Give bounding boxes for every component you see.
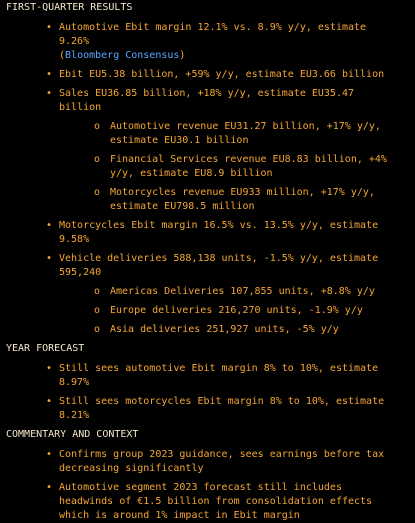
list-item-text: Sales EU36.85 billion, +18% y/y, estimate EU35.47 billion bbox=[59, 88, 355, 113]
list-item bbox=[6, 395, 415, 423]
list-item bbox=[6, 68, 415, 82]
bullet-list bbox=[6, 21, 415, 337]
sub-list-item-text: Europe deliveries 216,270 units, -1.9% y/y bbox=[110, 305, 363, 316]
sub-list-item bbox=[6, 323, 415, 337]
bullet-icon: • bbox=[46, 363, 53, 374]
sub-list-item bbox=[6, 153, 415, 181]
bullet-icon: • bbox=[46, 22, 53, 33]
list-item bbox=[6, 252, 415, 337]
bullet-icon: • bbox=[46, 88, 53, 99]
list-item-text bbox=[59, 21, 399, 63]
bullet-icon: • bbox=[46, 449, 53, 460]
sub-bullet-icon: o bbox=[94, 187, 101, 198]
sub-list-item-text: Americas Deliveries 107,855 units, +8.8% y/y bbox=[110, 286, 375, 297]
section-heading: FIRST-QUARTER RESULTS bbox=[6, 2, 133, 13]
sub-list-item bbox=[6, 186, 415, 214]
bullet-icon: • bbox=[46, 396, 53, 407]
sub-list-item bbox=[6, 120, 415, 148]
list-item bbox=[6, 21, 415, 63]
sub-bullet-icon: o bbox=[94, 286, 101, 297]
section-heading: COMMENTARY AND CONTEXT bbox=[6, 429, 139, 440]
sub-bullet-icon: o bbox=[94, 305, 101, 316]
list-item bbox=[6, 87, 415, 214]
bullet-icon: • bbox=[46, 220, 53, 231]
sub-bullet-list bbox=[6, 120, 415, 214]
item-text: Automotive Ebit margin 12.1% vs. 8.9% y/y, estimate 9.26% bbox=[59, 22, 367, 47]
sub-bullet-icon: o bbox=[94, 324, 101, 335]
paren-close: ) bbox=[179, 50, 186, 61]
list-item-text: Still sees automotive Ebit margin 8% to 10%, estimate 8.97% bbox=[59, 363, 379, 388]
bullet-icon: • bbox=[46, 482, 53, 493]
section-commentary-and-context bbox=[6, 428, 415, 523]
list-item-text: Ebit EU5.38 billion, +59% y/y, estimate EU3.66 billion bbox=[59, 69, 385, 80]
list-item bbox=[6, 362, 415, 390]
list-item bbox=[6, 481, 415, 523]
sub-list-item-text: Automotive revenue EU31.27 billion, +17% y/y, estimate EU30.1 billion bbox=[110, 121, 381, 146]
list-item-text: Motorcycles Ebit margin 16.5% vs. 13.5% y/y, estimate 9.58% bbox=[59, 220, 379, 245]
sub-bullet-icon: o bbox=[94, 154, 101, 165]
bullet-icon: • bbox=[46, 253, 53, 264]
bullet-list bbox=[6, 362, 415, 423]
list-item bbox=[6, 448, 415, 476]
list-item-text: Still sees motorcycles Ebit margin 8% to 10%, estimate 8.21% bbox=[59, 396, 385, 421]
bullet-icon: • bbox=[46, 69, 53, 80]
section-heading: YEAR FORECAST bbox=[6, 343, 85, 354]
section-first-quarter-results bbox=[6, 1, 415, 337]
list-item-text: Automotive segment 2023 forecast still includes headwinds of €1.5 billion from consolidation effects which is around 1% impact in Ebit margin bbox=[59, 482, 373, 521]
list-item-text: Confirms group 2023 guidance, sees earnings before tax decreasing significantly bbox=[59, 449, 385, 474]
sub-list-item-text: Asia deliveries 251,927 units, -5% y/y bbox=[110, 324, 339, 335]
list-item-text: Vehicle deliveries 588,138 units, -1.5% y/y, estimate 595,240 bbox=[59, 253, 379, 278]
sub-bullet-list bbox=[6, 285, 415, 337]
paren-open: ( bbox=[59, 50, 66, 61]
sub-bullet-icon: o bbox=[94, 121, 101, 132]
sub-list-item bbox=[6, 285, 415, 299]
sub-list-item-text: Financial Services revenue EU8.83 billion, +4% y/y, estimate EU8.9 billion bbox=[110, 154, 387, 179]
section-year-forecast bbox=[6, 342, 415, 423]
bloomberg-consensus-link[interactable]: Bloomberg Consensus bbox=[65, 50, 180, 61]
sub-list-item bbox=[6, 304, 415, 318]
bullet-list bbox=[6, 448, 415, 523]
list-item bbox=[6, 219, 415, 247]
sub-list-item-text: Motorcycles revenue EU933 million, +17% y/y, estimate EU798.5 million bbox=[110, 187, 375, 212]
